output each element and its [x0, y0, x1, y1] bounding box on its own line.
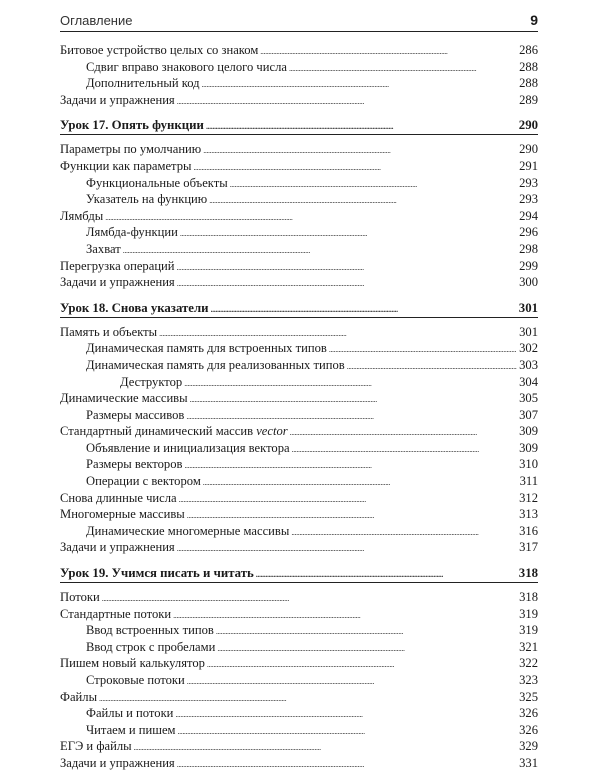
toc-entry[interactable] — [60, 42, 538, 59]
toc-entry[interactable] — [60, 738, 538, 755]
toc-entry[interactable] — [60, 490, 538, 507]
toc-entry-title: Захват — [86, 241, 121, 256]
toc-entry-page: 300 — [519, 275, 538, 290]
toc-entry[interactable] — [60, 473, 538, 490]
toc-entry-page: 316 — [519, 523, 538, 538]
lesson-page: 318 — [518, 566, 538, 581]
toc-entry[interactable] — [60, 722, 538, 739]
toc-entry-page: 309 — [519, 424, 538, 439]
header-page-number: 9 — [530, 12, 538, 28]
toc-entry[interactable] — [60, 456, 538, 473]
toc-entry-page: 326 — [519, 706, 538, 721]
toc-entry-title: Битовое устройство целых со знаком — [60, 43, 259, 57]
toc-entry[interactable] — [60, 407, 538, 424]
lesson-title: Урок 17. Опять функции — [60, 118, 204, 133]
toc-entry-title: Читаем и пишем — [86, 722, 176, 737]
toc-entry[interactable] — [60, 705, 538, 722]
toc-entry[interactable] — [60, 639, 538, 656]
toc-entry-title: Снова длинные числа — [60, 490, 177, 505]
toc-entry-title: Лямбды — [60, 208, 104, 223]
toc-entry[interactable] — [60, 589, 538, 606]
toc-entry-title: Функции как параметры — [60, 158, 192, 173]
toc-entry[interactable] — [60, 440, 538, 457]
toc-entry-title: Операции с вектором — [86, 474, 201, 489]
table-of-contents — [60, 42, 538, 778]
dot-leader — [206, 116, 517, 136]
toc-entry-title: Стандартные потоки — [60, 606, 172, 621]
toc-entry-page: 288 — [519, 59, 538, 74]
toc-entry-page: 319 — [519, 623, 538, 638]
toc-entry[interactable] — [60, 274, 538, 291]
dot-leader — [177, 539, 517, 558]
toc-entry-page: 293 — [519, 192, 538, 207]
toc-entry[interactable] — [60, 672, 538, 689]
toc-entry[interactable] — [60, 622, 538, 639]
toc-entry-title: Потоки — [60, 590, 100, 605]
toc-entry-page: 310 — [519, 457, 538, 472]
lesson-section — [60, 116, 538, 290]
lesson-section — [60, 299, 538, 556]
toc-entry-title: Динамическая память для реализованных типов — [86, 357, 345, 372]
toc-entry-page: 326 — [519, 722, 538, 737]
toc-entry[interactable] — [60, 689, 538, 706]
toc-entry[interactable] — [60, 340, 538, 357]
toc-entry-title: Пишем новый калькулятор — [60, 656, 205, 671]
dot-leader — [256, 564, 517, 584]
toc-entry[interactable] — [60, 258, 538, 275]
toc-entry[interactable] — [60, 59, 538, 76]
toc-entry-title: Задачи и упражнения — [60, 275, 175, 290]
toc-entry[interactable] — [60, 606, 538, 623]
toc-entry-title: Сдвиг вправо знакового целого числа — [86, 59, 287, 74]
lesson-heading[interactable] — [60, 564, 538, 583]
toc-entry-page: 307 — [519, 407, 538, 422]
toc-entry-page: 311 — [519, 474, 538, 489]
dot-leader — [177, 274, 517, 293]
toc-entry-title: Ввод строк с пробелами — [86, 639, 216, 654]
toc-entry-title: Задачи и упражнения — [60, 540, 175, 555]
toc-entry-page: 312 — [519, 490, 538, 505]
toc-entry[interactable] — [60, 175, 538, 192]
lesson-heading[interactable] — [60, 116, 538, 135]
toc-entry[interactable] — [60, 655, 538, 672]
toc-entry-title: Задачи и упражнения — [60, 755, 175, 770]
toc-entry-page: 322 — [519, 656, 538, 671]
toc-entry-page: 304 — [519, 374, 538, 389]
toc-entry-page: 329 — [519, 739, 538, 754]
toc-entry[interactable] — [60, 523, 538, 540]
header-title: Оглавление — [60, 13, 133, 28]
toc-entry-page: 290 — [519, 142, 538, 157]
toc-entry[interactable] — [60, 539, 538, 556]
toc-entry-page: 299 — [519, 258, 538, 273]
continued-section — [60, 42, 538, 108]
toc-entry[interactable] — [60, 755, 538, 772]
page-header — [60, 13, 538, 32]
toc-entry-page: 301 — [519, 324, 538, 339]
toc-entry-page: 302 — [519, 341, 538, 356]
toc-entry-title: Динамические массивы — [60, 391, 188, 406]
lesson-section — [60, 564, 538, 772]
toc-entry[interactable] — [60, 158, 538, 175]
toc-entry-title: Перегрузка операций — [60, 258, 175, 273]
toc-entry-title: Дополнительный код — [86, 76, 200, 91]
toc-entry[interactable] — [60, 208, 538, 225]
toc-entry-title: Параметры по умолчанию — [60, 142, 202, 157]
toc-entry-title: Задачи и упражнения — [60, 92, 175, 107]
toc-entry-title: Стандартный динамический массив vector — [60, 424, 288, 439]
toc-entry-page: 303 — [519, 357, 538, 372]
toc-entry-page: 294 — [519, 208, 538, 223]
toc-entry-title: Динамическая память для встроенных типов — [86, 341, 327, 356]
toc-entry-page: 305 — [519, 391, 538, 406]
dot-leader — [177, 755, 517, 774]
lesson-page: 290 — [518, 118, 538, 133]
toc-entry-title: Объявление и инициализация вектора — [86, 440, 290, 455]
toc-entry-page: 313 — [519, 507, 538, 522]
toc-entry[interactable] — [60, 141, 538, 158]
toc-entry-title: Ввод встроенных типов — [86, 623, 214, 638]
toc-entry[interactable] — [60, 92, 538, 109]
toc-entry-title: Лямбда-функции — [86, 225, 178, 240]
dot-leader — [211, 299, 517, 319]
toc-entry-page: 286 — [519, 43, 538, 57]
toc-entry-title: Файлы и потоки — [86, 706, 174, 721]
lesson-title: Урок 19. Учимся писать и читать — [60, 566, 254, 581]
toc-entry[interactable] — [60, 241, 538, 258]
toc-entry-page: 309 — [519, 440, 538, 455]
toc-entry-title: Функциональные объекты — [86, 175, 228, 190]
toc-entry-title: Файлы — [60, 689, 98, 704]
toc-entry-page: 318 — [519, 590, 538, 605]
toc-entry-title: Деструктор — [120, 374, 183, 389]
toc-entry[interactable] — [60, 357, 538, 374]
lesson-page: 301 — [518, 300, 538, 315]
toc-entry-page: 323 — [519, 673, 538, 687]
toc-entry-title: Размеры векторов — [86, 457, 183, 472]
toc-entry-page: 289 — [519, 92, 538, 107]
toc-entry-page: 293 — [519, 175, 538, 190]
toc-entry[interactable] — [60, 423, 538, 440]
lesson-heading[interactable] — [60, 299, 538, 318]
toc-entry-page: 319 — [519, 606, 538, 621]
toc-entry-page: 331 — [519, 755, 538, 770]
toc-entry-title: Динамические многомерные массивы — [86, 523, 290, 538]
toc-entry-page: 291 — [519, 158, 538, 173]
toc-entry[interactable] — [60, 390, 538, 407]
toc-entry[interactable] — [60, 506, 538, 523]
toc-entry[interactable] — [60, 374, 538, 391]
toc-entry-title: Память и объекты — [60, 324, 158, 339]
toc-entry-title: Размеры массивов — [86, 407, 185, 422]
toc-entry[interactable] — [60, 75, 538, 92]
toc-entry-page: 298 — [519, 241, 538, 256]
toc-entry-title: Строковые потоки — [86, 673, 185, 687]
toc-entry-title: Многомерные массивы — [60, 507, 185, 522]
toc-entry-page: 321 — [519, 639, 538, 654]
toc-entry[interactable] — [60, 224, 538, 241]
toc-entry-page: 317 — [519, 540, 538, 555]
lesson-title: Урок 18. Снова указатели — [60, 300, 209, 315]
toc-entry-page: 325 — [519, 689, 538, 704]
toc-entry-page: 288 — [519, 76, 538, 91]
toc-entry[interactable] — [60, 324, 538, 341]
toc-entry-title: Указатель на функцию — [86, 192, 208, 207]
toc-entry[interactable] — [60, 191, 538, 208]
toc-entry-page: 296 — [519, 225, 538, 240]
dot-leader — [177, 92, 517, 111]
toc-entry-title: ЕГЭ и файлы — [60, 739, 132, 754]
